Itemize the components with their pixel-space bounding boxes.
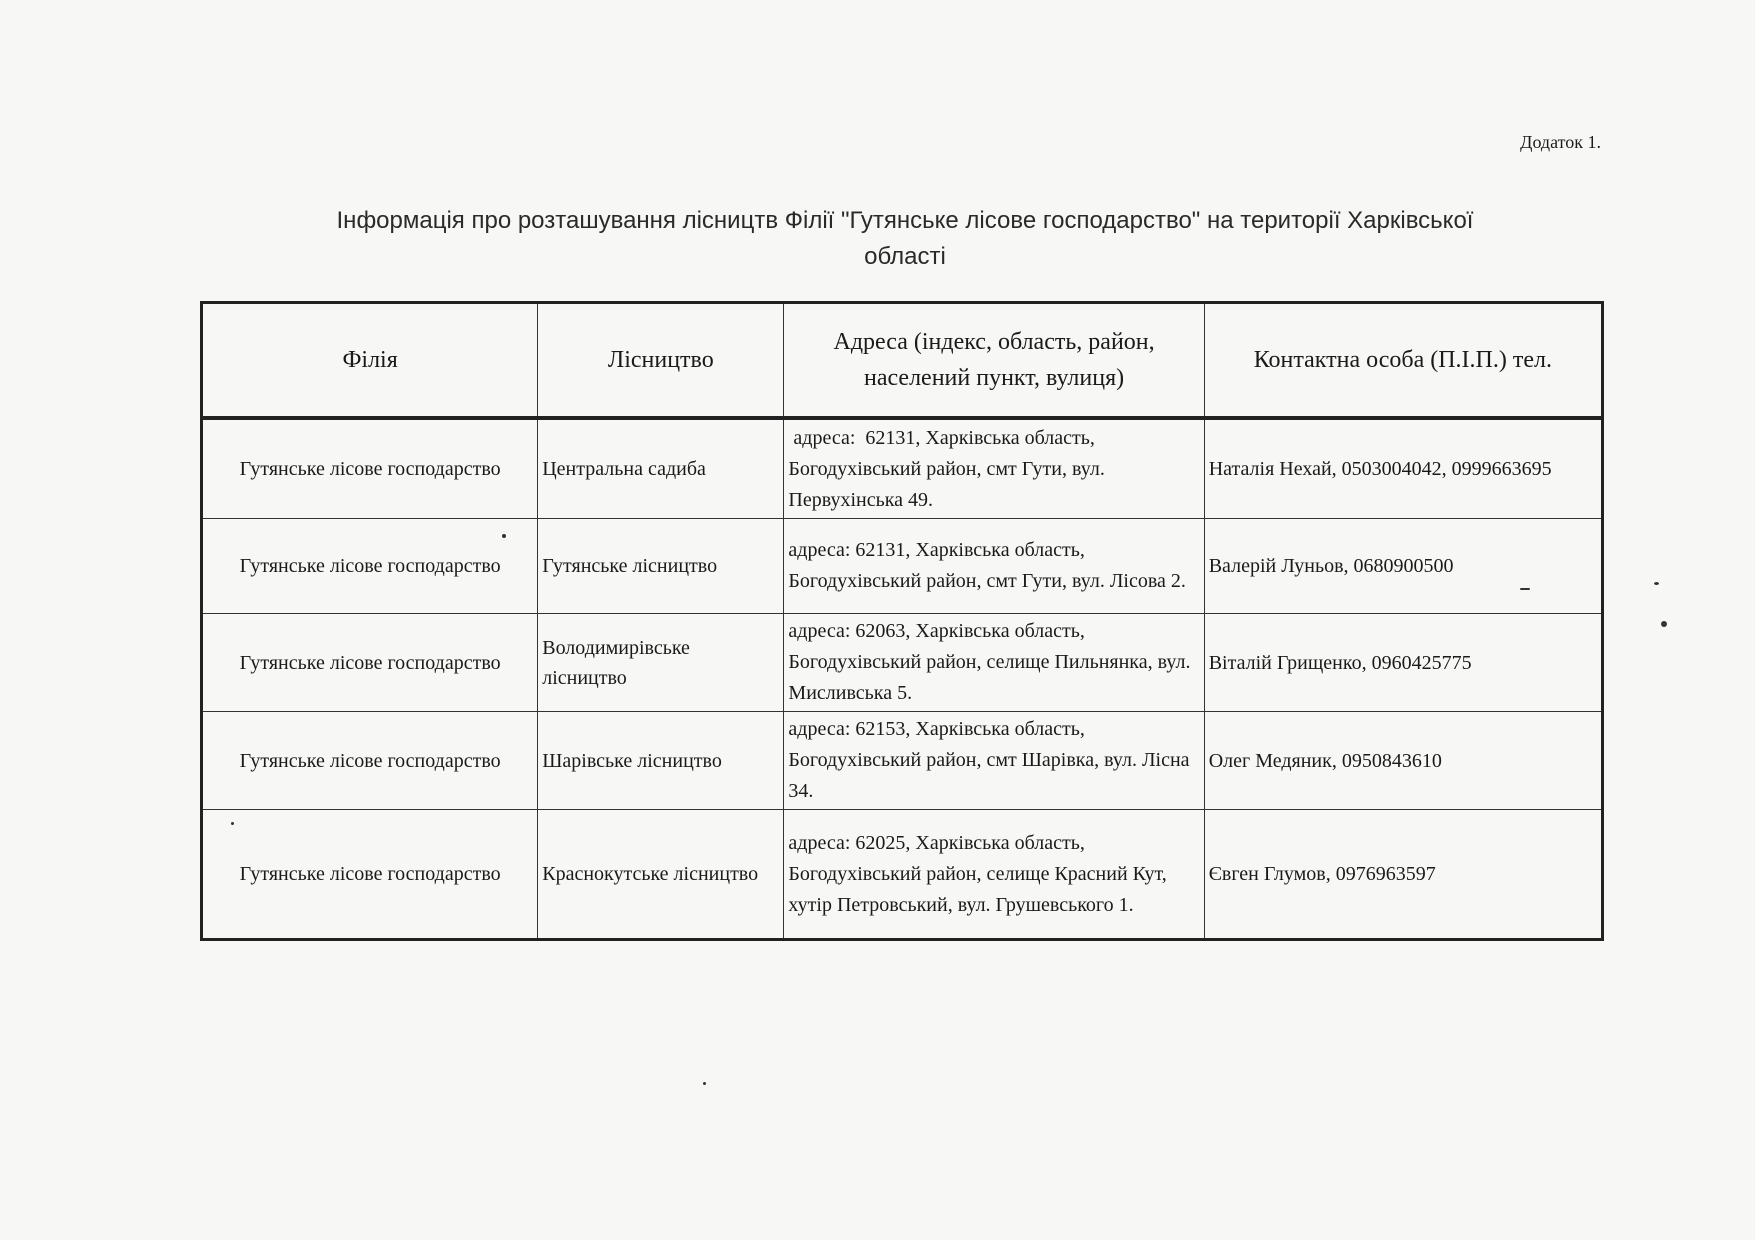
document-title	[150, 203, 1660, 275]
cell-contact: Олег Медяник, 0950843610	[1204, 712, 1602, 810]
cell-forestry: Володимирівське лісництво	[538, 614, 784, 712]
title-line-2: області	[864, 243, 946, 270]
scan-speck	[231, 822, 234, 825]
cell-address: адреса: 62131, Харківська область, Богодухівський район, смт Гути, вул. Лісова 2.	[784, 519, 1204, 614]
table-row	[202, 519, 1603, 614]
cell-contact: Наталія Нехай, 0503004042, 0999663695	[1204, 418, 1602, 519]
cell-forestry: Краснокутське лісництво	[538, 810, 784, 940]
scan-speck	[1661, 621, 1667, 627]
table-row	[202, 810, 1603, 940]
header-branch: Філія	[202, 303, 538, 419]
table-row	[202, 418, 1603, 519]
cell-address: адреса: 62063, Харківська область, Богодухівський район, селище Пильнянка, вул. Мисливська 5.	[784, 614, 1204, 712]
cell-forestry: Шарівське лісництво	[538, 712, 784, 810]
table-body	[202, 418, 1603, 940]
cell-contact: Євген Глумов, 0976963597	[1204, 810, 1602, 940]
scan-speck	[703, 1082, 706, 1085]
cell-forestry: Центральна садиба	[538, 418, 784, 519]
cell-forestry: Гутянське лісництво	[538, 519, 784, 614]
cell-branch: Гутянське лісове господарство	[202, 810, 538, 940]
header-forestry: Лісництво	[538, 303, 784, 419]
scan-speck	[1520, 588, 1530, 590]
cell-contact: Валерій Луньов, 0680900500	[1204, 519, 1602, 614]
cell-address: адреса: 62131, Харківська область, Богодухівський район, смт Гути, вул. Первухінська 49.	[784, 418, 1204, 519]
title-line-1: Інформація про розташування лісництв Філії "Гутянське лісове господарство" на території Харківської	[336, 207, 1474, 234]
scan-speck	[1654, 582, 1659, 585]
cell-address: адреса: 62153, Харківська область, Богодухівський район, смт Шарівка, вул. Лісна 34.	[784, 712, 1204, 810]
table-row	[202, 614, 1603, 712]
table-row	[202, 712, 1603, 810]
scan-speck	[502, 534, 506, 538]
appendix-label: Додаток 1.	[1520, 132, 1601, 152]
forestry-location-table	[200, 301, 1604, 941]
cell-branch: Гутянське лісове господарство	[202, 519, 538, 614]
cell-contact: Віталій Грищенко, 0960425775	[1204, 614, 1602, 712]
cell-address: адреса: 62025, Харківська область, Богодухівський район, селище Красний Кут, хутір Петровський, вул. Грушевського 1.	[784, 810, 1204, 940]
header-contact: Контактна особа (П.І.П.) тел.	[1204, 303, 1602, 419]
cell-branch: Гутянське лісове господарство	[202, 712, 538, 810]
cell-branch: Гутянське лісове господарство	[202, 614, 538, 712]
table-header	[202, 303, 1603, 419]
header-address: Адреса (індекс, область, район, населений пункт, вулиця)	[784, 303, 1204, 419]
cell-branch: Гутянське лісове господарство	[202, 418, 538, 519]
